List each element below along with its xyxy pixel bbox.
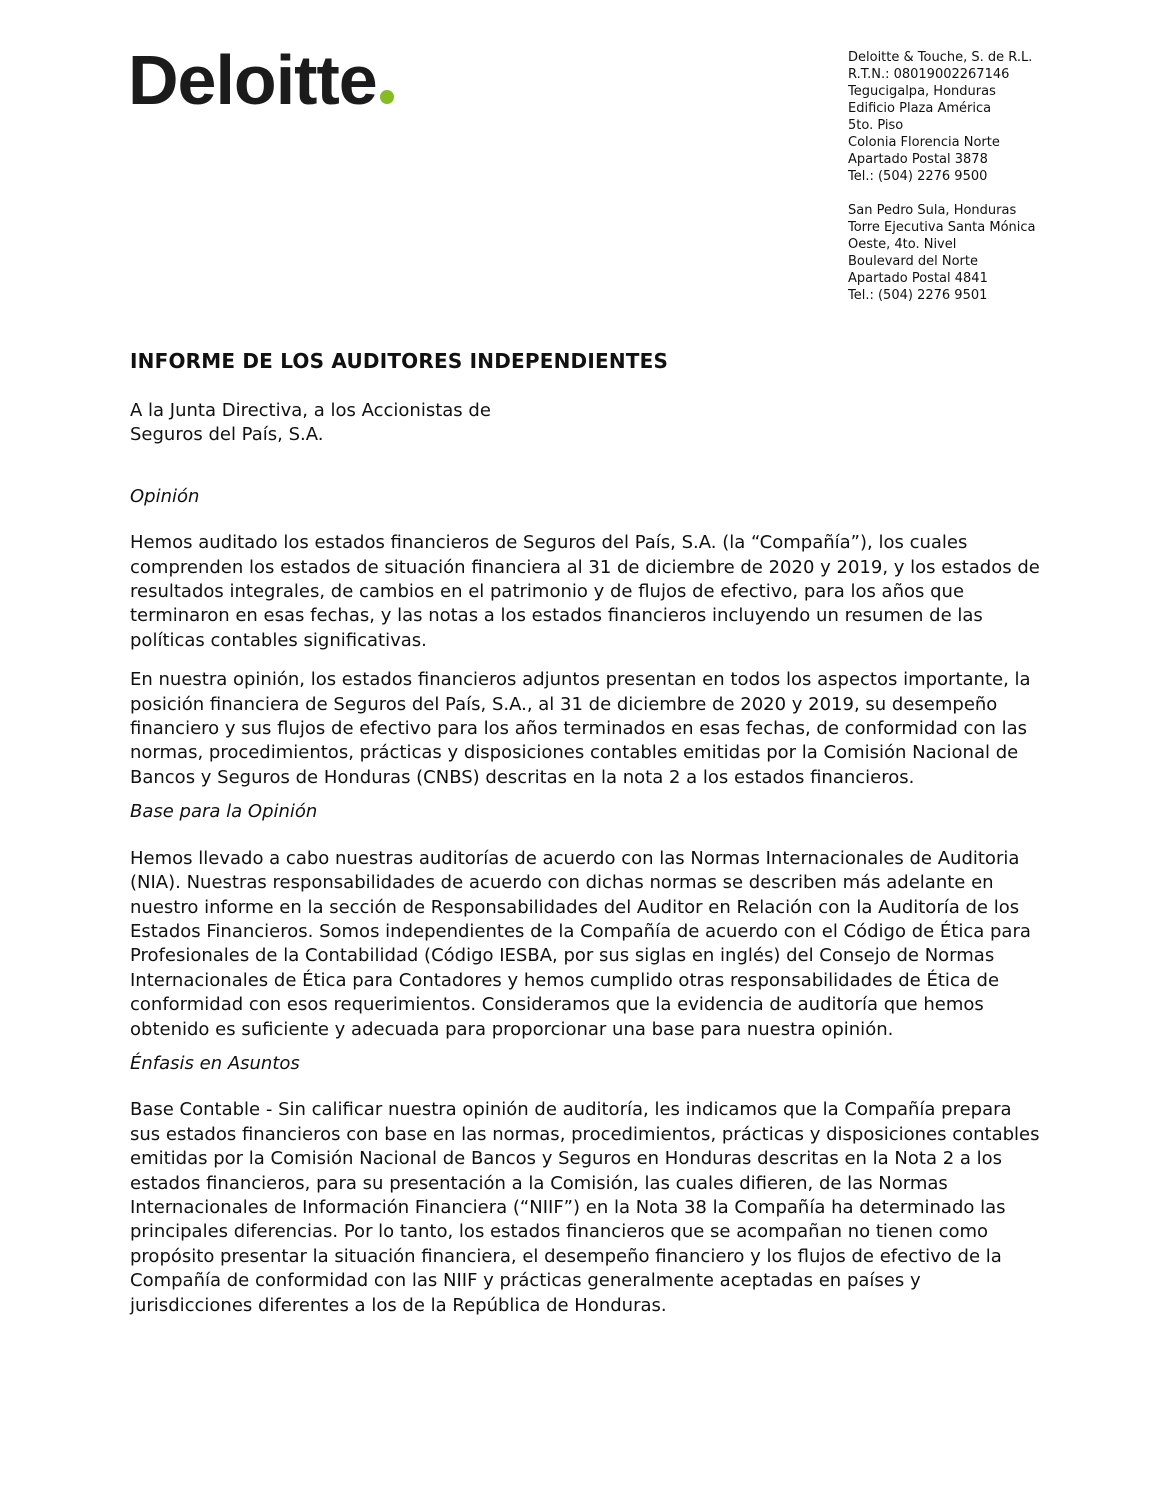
address-line: Colonia Florencia Norte: [848, 135, 1000, 150]
report-body: [130, 399, 1045, 1333]
paragraph-opinion-1: Hemos auditado los estados financieros de Seguros del País, S.A. (la “Compañía”), los cuales comprenden los estados de situación financiera al 31 de diciembre de 2020 y 2019, y los estados de resultados integrales, de cambios en el patrimonio y de flujos de efectivo, para los años que terminaron en esas fechas, y las notas a los estados financieros incluyendo un resumen de las políticas contables significativas.: [130, 532, 1040, 651]
deloitte-logo: [128, 40, 394, 120]
section-heading-emphasis: Énfasis en Asuntos: [130, 1052, 300, 1074]
address-line: Tel.: (504) 2276 9500: [848, 169, 988, 184]
section-heading-basis: Base para la Opinión: [130, 801, 318, 823]
addressee: [130, 399, 1045, 448]
address-line: Tegucigalpa, Honduras: [848, 84, 996, 99]
paragraph-emphasis-1: Base Contable - Sin calificar nuestra opinión de auditoría, les indicamos que la Compañía prepara sus estados financieros con base en las normas, procedimientos, prácticas y disposiciones contables emitidas por la Comisión Nacional de Bancos y Seguros en Honduras descritas en la Nota 2 a los estados financieros, para su presentación a la Comisión, las cuales difieren, de las Normas Internacionales de Información Financiera (“NIIF”) en la Nota 38 la Compañía ha determinado las principales diferencias. Por lo tanto, los estados financieros que se acompañan no tienen como propósito presentar la situación financiera, el desempeño financiero y los flujos de efectivo de la Compañía de conformidad con las NIIF y prácticas generalmente aceptadas en países y jurisdicciones diferentes a los de la República de Honduras.: [130, 1099, 1040, 1316]
address-line: 5to. Piso: [848, 118, 904, 133]
address-line: Edificio Plaza América: [848, 101, 992, 116]
logo-green-dot: [380, 90, 394, 104]
office-address-block: [848, 49, 1148, 304]
logo-text: Deloitte: [128, 41, 377, 119]
addressee-line-2: Seguros del País, S.A.: [130, 424, 324, 446]
address-line: Torre Ejecutiva Santa Mónica: [848, 220, 1036, 235]
addressee-line-1: A la Junta Directiva, a los Accionistas de: [130, 400, 491, 421]
address-line: R.T.N.: 08019002267146: [848, 67, 1010, 82]
paragraph-opinion-2: En nuestra opinión, los estados financieros adjuntos presentan en todos los aspectos importante, la posición financiera de Seguros del País, S.A., al 31 de diciembre de 2020 y 2019, su desempeño financiero y sus flujos de efectivo para los años terminados en esas fechas, de conformidad con las normas, procedimientos, prácticas y disposiciones contables emitidas por la Comisión Nacional de Bancos y Seguros de Honduras (CNBS) descritas en la nota 2 a los estados financieros.: [130, 669, 1031, 788]
address-line: Oeste, 4to. Nivel: [848, 237, 957, 252]
address-line: Tel.: (504) 2276 9501: [848, 288, 988, 303]
address-line: Apartado Postal 3878: [848, 152, 988, 167]
address-line: Deloitte & Touche, S. de R.L.: [848, 50, 1033, 65]
address-line: San Pedro Sula, Honduras: [848, 203, 1017, 218]
report-title: INFORME DE LOS AUDITORES INDEPENDIENTES: [130, 349, 669, 373]
address-line: Apartado Postal 4841: [848, 271, 988, 286]
section-heading-opinion: Opinión: [130, 485, 200, 507]
paragraph-basis-1: Hemos llevado a cabo nuestras auditorías de acuerdo con las Normas Internacionales de Auditoria (NIA). Nuestras responsabilidades de acuerdo con dichas normas se describen más adelante en nuestro informe en la sección de Responsabilidades del Auditor en Relación con la Auditoría de los Estados Financieros. Somos independientes de la Compañía de acuerdo con el Código de Ética para Profesionales de la Contabilidad (Código IESBA, por sus siglas en inglés) del Consejo de Normas Internacionales de Ética para Contadores y hemos cumplido otras responsabilidades de Ética de conformidad con esos requerimientos. Consideramos que la evidencia de auditoría que hemos obtenido es suficiente y adecuada para proporcionar una base para nuestra opinión.: [130, 847, 1031, 1040]
address-spacer: [848, 185, 1148, 202]
address-line: Boulevard del Norte: [848, 254, 978, 269]
